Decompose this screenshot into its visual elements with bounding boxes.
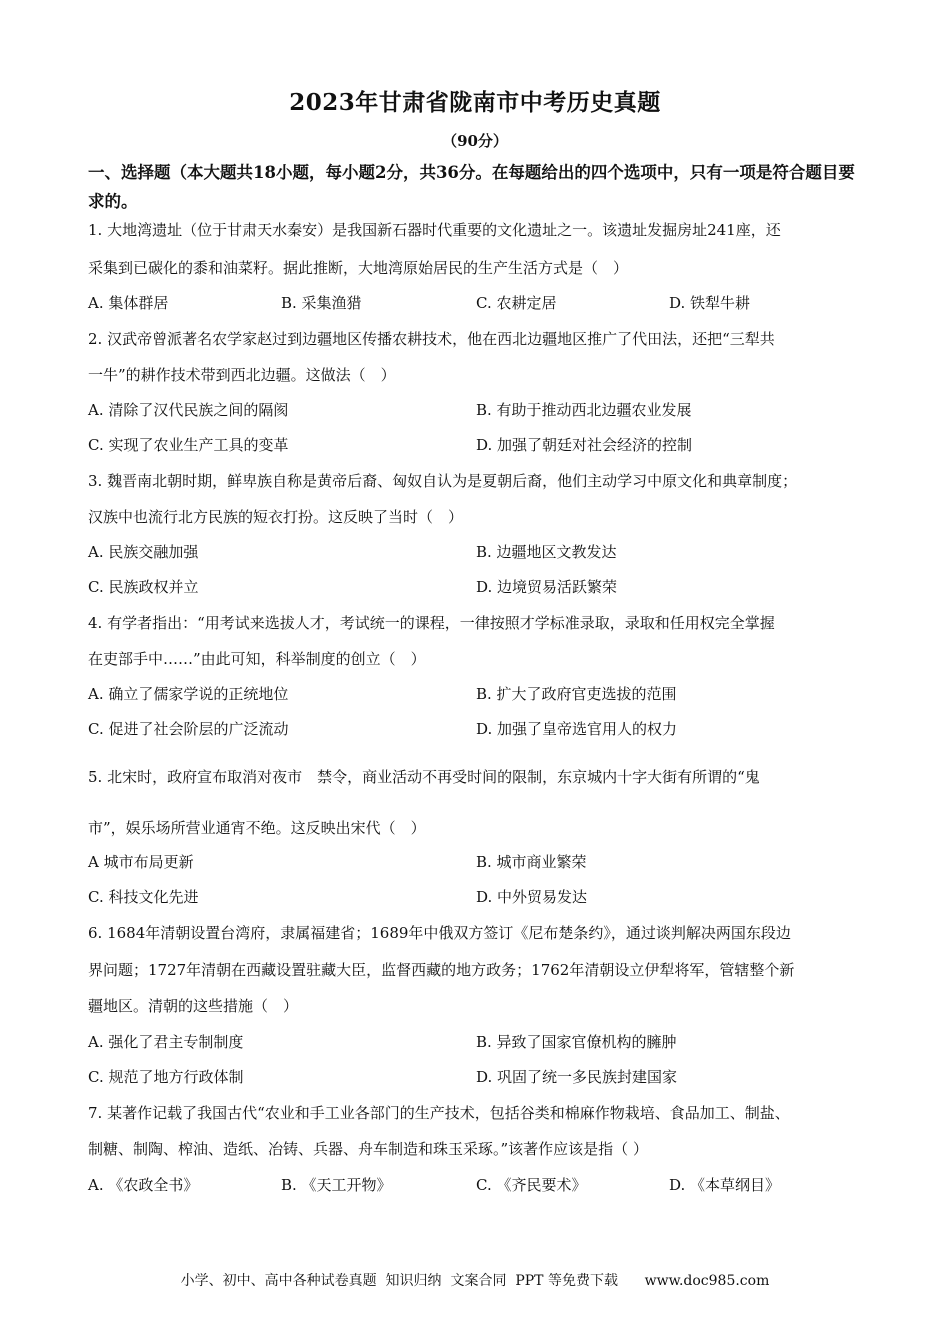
question-3-line-1: 3. 魏晋南北朝时期，鲜卑族自称是黄帝后裔、匈奴自认为是夏朝后裔，他们主动学习中原文化和典章制度； bbox=[88, 472, 798, 490]
question-4-option-b: B. 扩大了政府官吏选拔的范围 bbox=[476, 685, 677, 703]
total-score: （90分） bbox=[442, 132, 508, 150]
question-7-line-2: 制糖、制陶、榨油、造纸、冶铸、兵器、舟车制造和珠玉采琢。”该著作应该是指（ ） bbox=[88, 1140, 648, 1158]
question-1-option-b: B. 采集渔猎 bbox=[281, 294, 362, 312]
question-7-line-1: 7. 某著作记载了我国古代“农业和手工业各部门的生产技术，包括谷类和棉麻作物栽培、食品加工、制盐、 bbox=[88, 1104, 790, 1122]
question-2-line-2: 一牛”的耕作技术带到西北边疆。这做法（ ） bbox=[88, 366, 396, 384]
question-2-option-b: B. 有助于推动西北边疆农业发展 bbox=[476, 401, 692, 419]
question-4-option-d: D. 加强了皇帝选官用人的权力 bbox=[476, 720, 678, 738]
question-3-line-2: 汉族中也流行北方民族的短衣打扮。这反映了当时（ ） bbox=[88, 508, 464, 526]
question-7-option-c: C. 《齐民要术》 bbox=[476, 1176, 587, 1194]
question-5-line-2: 市”，娱乐场所营业通宵不绝。这反映出宋代（ ） bbox=[88, 819, 426, 837]
question-3-option-d: D. 边境贸易活跃繁荣 bbox=[476, 578, 618, 596]
question-3-option-c: C. 民族政权并立 bbox=[88, 578, 199, 596]
question-6-line-3: 疆地区。清朝的这些措施（ ） bbox=[88, 997, 299, 1015]
question-2-line-1: 2. 汉武帝曾派著名农学家赵过到边疆地区传播农耕技术，他在西北边疆地区推广了代田法，还把“三犁共 bbox=[88, 330, 775, 348]
question-4-line-1: 4. 有学者指出：“用考试来选拔人才，考试统一的课程，一律按照才学标准录取，录取和任用权完全掌握 bbox=[88, 614, 775, 632]
question-2-option-a: A. 清除了汉代民族之间的隔阂 bbox=[88, 401, 289, 419]
question-7-option-d: D. 《本草纲目》 bbox=[669, 1176, 781, 1194]
question-7-option-a: A. 《农政全书》 bbox=[88, 1176, 199, 1194]
question-4-option-a: A. 确立了儒家学说的正统地位 bbox=[88, 685, 289, 703]
question-2-option-d: D. 加强了朝廷对社会经济的控制 bbox=[476, 436, 693, 454]
question-1-line-1: 1. 大地湾遗址（位于甘肃天水秦安）是我国新石器时代重要的文化遗址之一。该遗址发掘房址241座，还 bbox=[88, 221, 781, 239]
question-4-option-c: C. 促进了社会阶层的广泛流动 bbox=[88, 720, 289, 738]
question-6-option-b: B. 异致了国家官僚机构的臃肿 bbox=[476, 1033, 677, 1051]
question-6-option-d: D. 巩固了统一多民族封建国家 bbox=[476, 1068, 678, 1086]
question-1-option-d: D. 铁犁牛耕 bbox=[669, 294, 751, 312]
question-1-option-c: C. 农耕定居 bbox=[476, 294, 557, 312]
section-heading: 一、选择题（本大题共18小题，每小题2分，共36分。在每题给出的四个选项中，只有一项是符合题目要求的。 bbox=[88, 163, 855, 211]
question-6-line-2: 界问题；1727年清朝在西藏设置驻藏大臣，监督西藏的地方政务；1762年清朝设立伊犁将军，管辖整个新 bbox=[88, 961, 795, 979]
question-3-option-a: A. 民族交融加强 bbox=[88, 543, 199, 561]
question-5-option-a: A 城市布局更新 bbox=[88, 853, 194, 871]
page-title: 2023年甘肃省陇南市中考历史真题 bbox=[289, 89, 661, 116]
question-7-option-b: B. 《天工开物》 bbox=[281, 1176, 392, 1194]
question-3-option-b: B. 边疆地区文教发达 bbox=[476, 543, 617, 561]
question-2-option-c: C. 实现了农业生产工具的变革 bbox=[88, 436, 289, 454]
question-5-option-d: D. 中外贸易发达 bbox=[476, 888, 588, 906]
question-6-line-1: 6. 1684年清朝设置台湾府，隶属福建省；1689年中俄双方签订《尼布楚条约》，通过谈判解决两国东段边 bbox=[88, 924, 791, 942]
footer-text: 小学、初中、高中各种试卷真题 知识归纳 文案合同 PPT 等免费下载 www.doc985.com bbox=[180, 1273, 770, 1289]
question-5-option-c: C. 科技文化先进 bbox=[88, 888, 199, 906]
question-6-option-a: A. 强化了君主专制制度 bbox=[88, 1033, 244, 1051]
question-4-line-2: 在吏部手中……”由此可知，科举制度的创立（ ） bbox=[88, 650, 426, 668]
question-5-option-b: B. 城市商业繁荣 bbox=[476, 853, 587, 871]
question-1-option-a: A. 集体群居 bbox=[88, 294, 169, 312]
question-5-line-1: 5. 北宋时，政府宣布取消对夜市 禁令，商业活动不再受时间的限制，东京城内十字大街有所谓的“鬼 bbox=[88, 768, 760, 786]
question-1-line-2: 采集到已碳化的黍和油菜籽。据此推断，大地湾原始居民的生产生活方式是（ ） bbox=[88, 259, 629, 277]
question-6-option-c: C. 规范了地方行政体制 bbox=[88, 1068, 244, 1086]
